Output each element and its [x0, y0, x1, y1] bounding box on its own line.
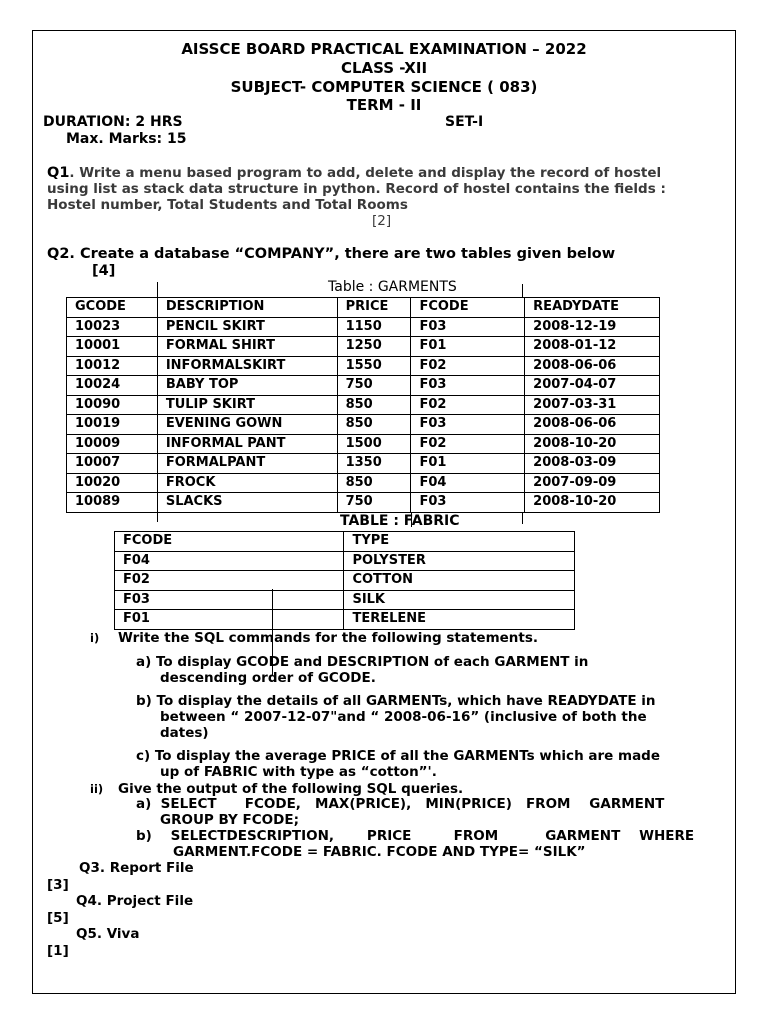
garments-table-cell: F02 — [411, 356, 525, 376]
part-ii-text: Give the output of the following SQL queries. — [118, 781, 464, 797]
garments-table-cell: EVENING GOWN — [157, 415, 337, 435]
subject-label: SUBJECT- COMPUTER SCIENCE ( 083) — [230, 78, 538, 96]
garments-table-cell: 2008-06-06 — [525, 356, 660, 376]
part-ii-a-line1: a) SELECT FCODE, MAX(PRICE), MIN(PRICE) FROM GARMENT — [136, 796, 665, 812]
garments-table-cell: 2007-04-07 — [525, 376, 660, 396]
garments-table-row — [67, 376, 660, 396]
q5-marks: [1] — [47, 943, 69, 959]
garments-table-cell: 2007-03-31 — [525, 395, 660, 415]
part-i-b-line2: between “ 2007-12-07"and “ 2008-06-16” (inclusive of both the — [160, 709, 647, 725]
q4-label: Q4. Project File — [76, 893, 194, 909]
fabric-table-title: TABLE : FABRIC — [340, 513, 460, 529]
garments-table-cell: 1150 — [337, 317, 411, 337]
stray-line — [157, 513, 158, 522]
fabric-table-cell: COTTON — [344, 571, 575, 591]
stray-line — [522, 284, 523, 297]
fabric-table-header-cell: TYPE — [344, 532, 575, 552]
garments-table-header-cell: FCODE — [411, 298, 525, 318]
garments-table-cell: 10012 — [67, 356, 158, 376]
q5-label: Q5. Viva — [76, 926, 140, 942]
garments-table-cell: 10009 — [67, 434, 158, 454]
garments-table-cell: 10020 — [67, 473, 158, 493]
part-ii-b-line1: b) SELECTDESCRIPTION, PRICE FROM GARMENT WHERE — [136, 828, 695, 844]
garments-table-cell: 850 — [337, 473, 411, 493]
part-ii-a-line2: GROUP BY FCODE; — [160, 812, 299, 828]
garments-table-cell: 10089 — [67, 493, 158, 513]
garments-table-cell: 1550 — [337, 356, 411, 376]
garments-table-cell: 2008-06-06 — [525, 415, 660, 435]
stray-line — [157, 282, 158, 297]
q1-marks: [2] — [372, 213, 392, 229]
max-marks-label: Max. Marks: 15 — [66, 131, 187, 147]
garments-table-row — [67, 415, 660, 435]
garments-table-cell: FROCK — [157, 473, 337, 493]
fabric-table-cell: POLYSTER — [344, 551, 575, 571]
fabric-table-row — [115, 571, 575, 591]
garments-table-cell: 10007 — [67, 454, 158, 474]
garments-table-row — [67, 337, 660, 357]
garments-table-row — [67, 473, 660, 493]
part-i-number: i) — [90, 631, 100, 645]
garments-table-cell: F03 — [411, 317, 525, 337]
part-i-text: Write the SQL commands for the following statements. — [118, 630, 539, 646]
part-i-a-line1: a) To display GCODE and DESCRIPTION of each GARMENT in — [136, 654, 589, 670]
part-i-b-line1: b) To display the details of all GARMENTs, which have READYDATE in — [136, 693, 656, 709]
fabric-table-cell: F03 — [115, 590, 344, 610]
fabric-table-cell: TERELENE — [344, 610, 575, 630]
garments-table-cell: 2007-09-09 — [525, 473, 660, 493]
garments-table-cell: 1250 — [337, 337, 411, 357]
fabric-table-row — [115, 610, 575, 630]
garments-table-cell: 850 — [337, 415, 411, 435]
q3-label: Q3. Report File — [79, 860, 194, 876]
part-ii-number: ii) — [90, 782, 104, 796]
garments-table-cell: 2008-03-09 — [525, 454, 660, 474]
garments-table-row — [67, 434, 660, 454]
part-ii-b-line2: GARMENT.FCODE = FABRIC. FCODE AND TYPE= “SILK” — [173, 844, 586, 860]
garments-table-cell: 2008-01-12 — [525, 337, 660, 357]
q4-marks: [5] — [47, 910, 69, 926]
fabric-table-header-row — [115, 532, 575, 552]
garments-table-cell: 1500 — [337, 434, 411, 454]
garments-table-cell: INFORMAL PANT — [157, 434, 337, 454]
garments-table-header-row — [67, 298, 660, 318]
garments-table-cell: TULIP SKIRT — [157, 395, 337, 415]
garments-table-cell: 10001 — [67, 337, 158, 357]
duration-label: DURATION: 2 HRS — [43, 114, 183, 130]
fabric-table-cell: F01 — [115, 610, 344, 630]
garments-table — [66, 297, 660, 513]
garments-table-header-cell: PRICE — [337, 298, 411, 318]
q1-line1: Q1. Write a menu based program to add, delete and display the record of hostel — [47, 165, 662, 181]
garments-table-cell: 10019 — [67, 415, 158, 435]
garments-table-row — [67, 493, 660, 513]
garments-table-cell: 2008-10-20 — [525, 493, 660, 513]
garments-table-cell: PENCIL SKIRT — [157, 317, 337, 337]
garments-table-cell: BABY TOP — [157, 376, 337, 396]
garments-table-row — [67, 454, 660, 474]
class-label: CLASS -XII — [340, 59, 428, 77]
part-i-a-line2: descending order of GCODE. — [160, 670, 376, 686]
garments-table-cell: 10024 — [67, 376, 158, 396]
part-i-c-line1: c) To display the average PRICE of all the GARMENTs which are made — [136, 748, 660, 764]
q2-line1: Q2. Create a database “COMPANY”, there are two tables given below — [47, 246, 616, 262]
garments-table-cell: F02 — [411, 434, 525, 454]
garments-table-header-cell: GCODE — [67, 298, 158, 318]
garments-table-header-cell: READYDATE — [525, 298, 660, 318]
exam-title: AISSCE BOARD PRACTICAL EXAMINATION – 2022 — [181, 40, 587, 58]
garments-table-cell: 750 — [337, 376, 411, 396]
garments-table-cell: F04 — [411, 473, 525, 493]
garments-table-header-cell: DESCRIPTION — [157, 298, 337, 318]
term-label: TERM - II — [346, 96, 422, 114]
fabric-table — [114, 531, 575, 630]
garments-table-cell: F03 — [411, 376, 525, 396]
garments-table-cell: F02 — [411, 395, 525, 415]
garments-table-cell: 2008-12-19 — [525, 317, 660, 337]
garments-table-cell: F03 — [411, 493, 525, 513]
fabric-table-header-cell: FCODE — [115, 532, 344, 552]
garments-table-cell: 1350 — [337, 454, 411, 474]
fabric-table-cell: F04 — [115, 551, 344, 571]
garments-table-cell: F03 — [411, 415, 525, 435]
garments-table-cell: 2008-10-20 — [525, 434, 660, 454]
garments-table-cell: 850 — [337, 395, 411, 415]
garments-table-cell: 10090 — [67, 395, 158, 415]
garments-table-cell: 10023 — [67, 317, 158, 337]
garments-table-cell: F01 — [411, 454, 525, 474]
part-i-c-line2: up of FABRIC with type as “cotton”'. — [160, 764, 437, 780]
q3-marks: [3] — [47, 877, 69, 893]
garments-table-row — [67, 356, 660, 376]
garments-table-cell: FORMAL SHIRT — [157, 337, 337, 357]
stray-line — [522, 513, 523, 524]
garments-table-cell: 750 — [337, 493, 411, 513]
part-i-b-line3: dates) — [160, 725, 209, 741]
fabric-table-row — [115, 551, 575, 571]
q2-marks: [4] — [92, 263, 116, 279]
garments-table-cell: SLACKS — [157, 493, 337, 513]
fabric-table-row — [115, 590, 575, 610]
garments-table-cell: F01 — [411, 337, 525, 357]
garments-table-title: Table : GARMENTS — [328, 279, 457, 295]
set-label: SET-I — [445, 114, 484, 130]
garments-table-cell: FORMALPANT — [157, 454, 337, 474]
q1-line3: Hostel number, Total Students and Total Rooms — [47, 197, 408, 213]
fabric-table-cell: F02 — [115, 571, 344, 591]
garments-table-row — [67, 317, 660, 337]
fabric-table-cell: SILK — [344, 590, 575, 610]
garments-table-cell: INFORMALSKIRT — [157, 356, 337, 376]
garments-table-row — [67, 395, 660, 415]
q1-line2: using list as stack data structure in python. Record of hostel contains the fields : — [47, 181, 666, 197]
